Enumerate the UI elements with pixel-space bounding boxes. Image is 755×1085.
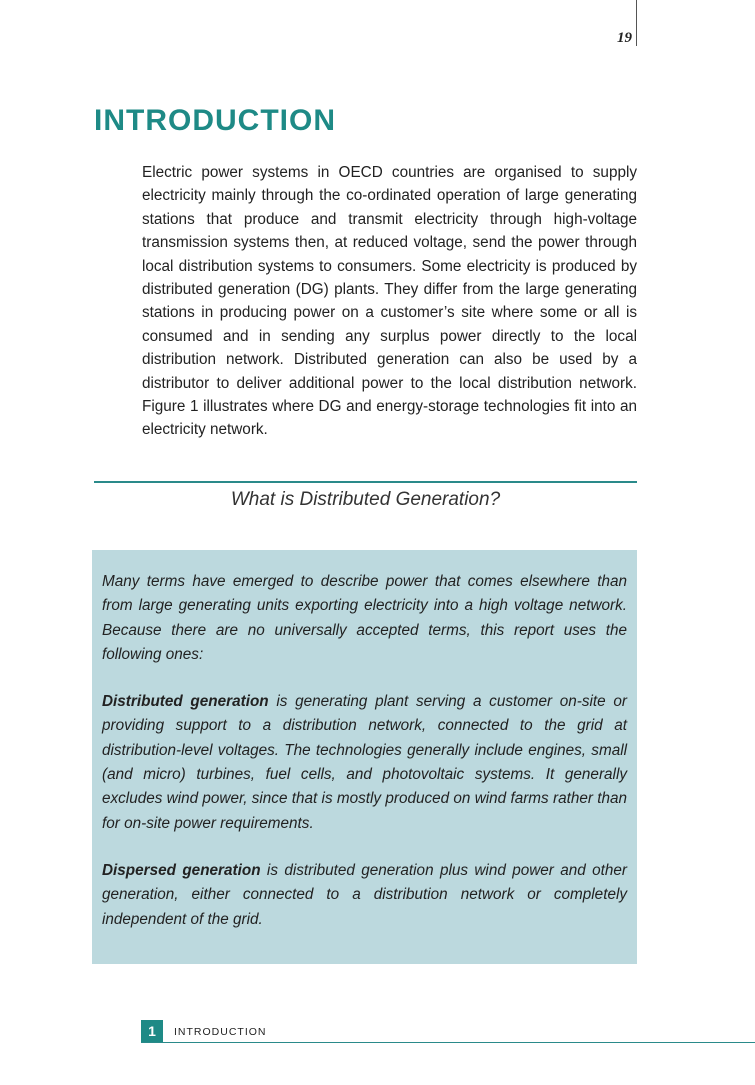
definition-text-1: is generating plant serving a customer on-site or providing support to a distribution network, connected to the grid at distribution-level voltages. The technologies generally include engines, small (and micro) turbines, fuel cells, and photovoltaic systems. It generally excludes wind power, since that is mostly produced on wind farms rather than for on-site power requirements. [102, 693, 627, 832]
definition-distributed-generation [102, 690, 627, 836]
footer-chapter-label: INTRODUCTION [174, 1026, 267, 1038]
definition-dispersed-generation [102, 859, 627, 932]
page-number: 19 [617, 30, 632, 46]
term-distributed-generation: Distributed generation [102, 693, 269, 711]
definition-box [92, 550, 637, 964]
box-intro-paragraph: Many terms have emerged to describe power that comes elsewhere than from large generating units exporting electricity into a high voltage network. Because there are no universally accepted terms, this report uses the following ones: [102, 573, 627, 663]
footer-line [141, 1042, 755, 1043]
definition-text-2: is distributed generation plus wind power and other generation, either connected to a distribution network or completely independent of the grid. [102, 861, 627, 928]
footer-chapter-number: 1 [141, 1020, 163, 1042]
section-title: INTRODUCTION [94, 104, 336, 137]
page-marker-line [636, 0, 637, 46]
box-top-divider [94, 481, 637, 483]
box-title: What is Distributed Generation? [230, 489, 501, 510]
intro-paragraph: Electric power systems in OECD countries are organised to supply electricity mainly through the co-ordinated operation of large generating stations that produce and transmit electricity through high-voltage transmission systems then, at reduced voltage, send the power through local distribution systems to consumers. Some electricity is produced by distributed generation (DG) plants. They differ from the large generating stations in producing power on a customer’s site where some or all is consumed and in sending any surplus power directly to the local distribution network. Distributed generation can also be used by a distributor to deliver additional power to the local distribution network. Figure 1 illustrates where DG and energy-storage technologies fit into an electricity network. [142, 164, 637, 439]
term-dispersed-generation: Dispersed generation [102, 861, 261, 879]
